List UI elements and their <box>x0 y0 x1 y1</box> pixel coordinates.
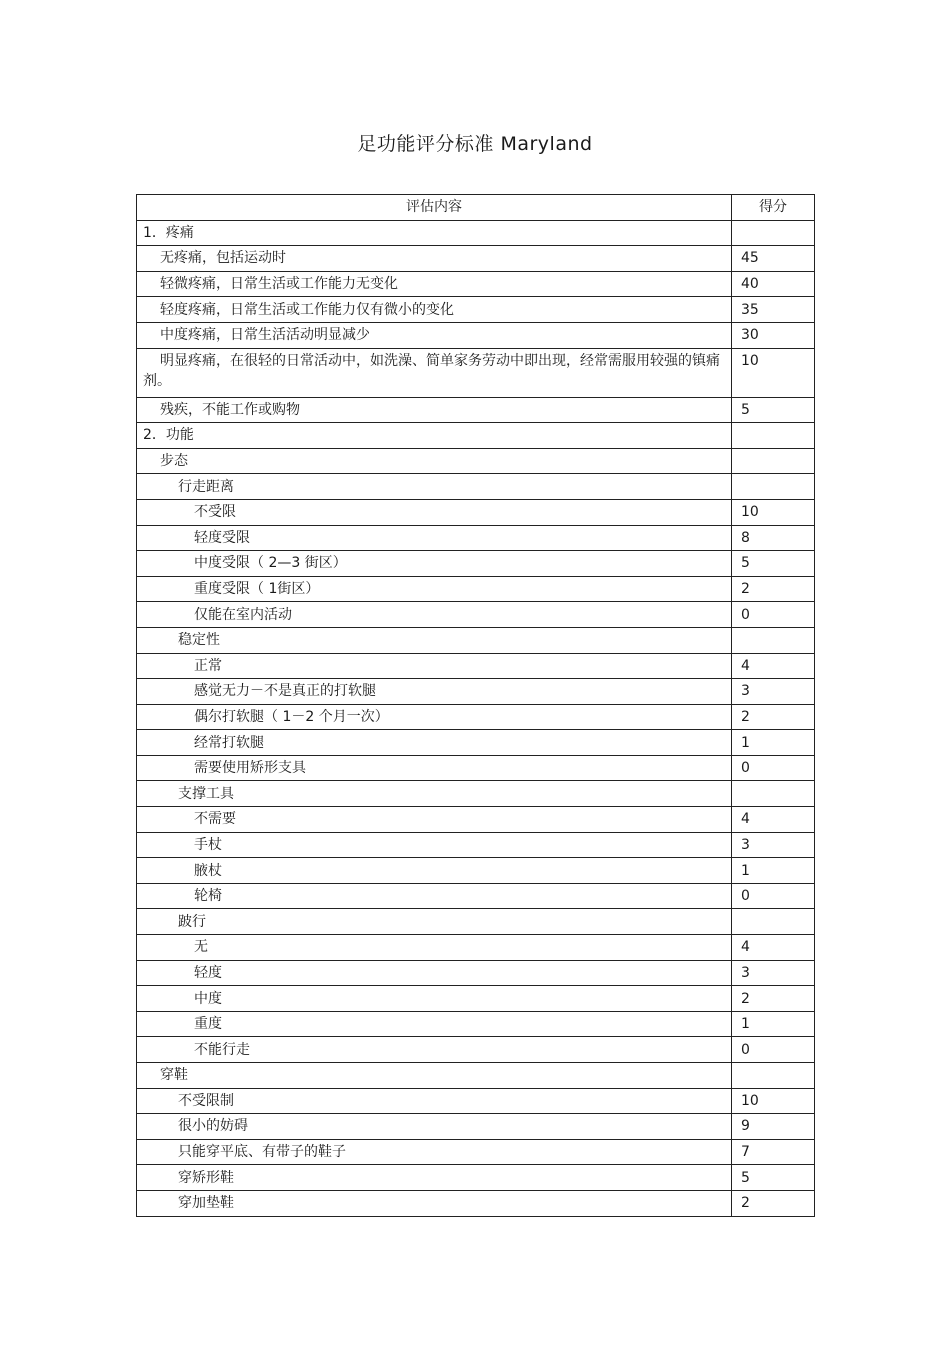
row-score: 0 <box>732 1037 815 1063</box>
row-score: 7 <box>732 1139 815 1165</box>
row-score <box>732 1063 815 1089</box>
row-score: 10 <box>732 1088 815 1114</box>
table-row <box>137 397 815 423</box>
table-row <box>137 1011 815 1037</box>
row-item: 轻微疼痛，日常生活或工作能力无变化 <box>137 271 732 297</box>
row-item: 轻度受限 <box>137 525 732 551</box>
row-score: 1 <box>732 1011 815 1037</box>
row-score: 9 <box>732 1114 815 1140</box>
row-score: 8 <box>732 525 815 551</box>
row-item: 跛行 <box>137 909 732 935</box>
table-row <box>137 271 815 297</box>
row-score: 4 <box>732 935 815 961</box>
table-row <box>137 960 815 986</box>
row-score: 4 <box>732 653 815 679</box>
table-row <box>137 499 815 525</box>
row-item: 不能行走 <box>137 1037 732 1063</box>
row-item: 经常打软腿 <box>137 730 732 756</box>
row-item: 1．疼痛 <box>137 220 732 246</box>
row-item: 步态 <box>137 448 732 474</box>
row-score <box>732 423 815 449</box>
row-item: 不受限制 <box>137 1088 732 1114</box>
row-item: 无 <box>137 935 732 961</box>
table-row <box>137 807 815 833</box>
table-row <box>137 246 815 272</box>
table-row <box>137 755 815 781</box>
row-score <box>732 448 815 474</box>
row-item: 支撑工具 <box>137 781 732 807</box>
table-row <box>137 1088 815 1114</box>
row-score: 0 <box>732 883 815 909</box>
row-item: 中度疼痛，日常生活活动明显减少 <box>137 322 732 348</box>
table-row <box>137 525 815 551</box>
table-row <box>137 322 815 348</box>
row-item: 不受限 <box>137 499 732 525</box>
row-score: 5 <box>732 397 815 423</box>
row-item: 轻度疼痛，日常生活或工作能力仅有微小的变化 <box>137 297 732 323</box>
table-row <box>137 832 815 858</box>
row-score: 40 <box>732 271 815 297</box>
row-item: 重度受限（ 1街区） <box>137 576 732 602</box>
row-item: 手杖 <box>137 832 732 858</box>
score-table <box>136 194 815 1217</box>
header-score: 得分 <box>732 195 815 221</box>
row-score: 3 <box>732 960 815 986</box>
table-row <box>137 220 815 246</box>
table-row <box>137 781 815 807</box>
document-title: 足功能评分标准 Maryland <box>357 133 593 155</box>
row-item: 不需要 <box>137 807 732 833</box>
table-body <box>137 220 815 1216</box>
table-row <box>137 348 815 397</box>
table-row <box>137 1139 815 1165</box>
row-item: 重度 <box>137 1011 732 1037</box>
row-score: 2 <box>732 1190 815 1216</box>
row-score: 0 <box>732 602 815 628</box>
row-item: 穿加垫鞋 <box>137 1190 732 1216</box>
row-item: 穿鞋 <box>137 1063 732 1089</box>
row-item: 中度 <box>137 986 732 1012</box>
row-item: 穿矫形鞋 <box>137 1165 732 1191</box>
table-row <box>137 448 815 474</box>
row-score: 10 <box>732 499 815 525</box>
table-row <box>137 1063 815 1089</box>
table-row <box>137 909 815 935</box>
row-score: 2 <box>732 704 815 730</box>
table-row <box>137 986 815 1012</box>
row-score <box>732 474 815 500</box>
row-item: 轻度 <box>137 960 732 986</box>
table-row <box>137 551 815 577</box>
row-item: 无疼痛，包括运动时 <box>137 246 732 272</box>
row-score <box>732 909 815 935</box>
table-row <box>137 730 815 756</box>
row-score: 45 <box>732 246 815 272</box>
row-score: 1 <box>732 858 815 884</box>
row-item: 偶尔打软腿（ 1－2 个月一次） <box>137 704 732 730</box>
table-row <box>137 297 815 323</box>
row-item: 正常 <box>137 653 732 679</box>
header-content: 评估内容 <box>137 195 732 221</box>
row-item: 行走距离 <box>137 474 732 500</box>
table-row <box>137 627 815 653</box>
table-row <box>137 679 815 705</box>
row-score: 1 <box>732 730 815 756</box>
row-item: 仅能在室内活动 <box>137 602 732 628</box>
row-item: 明显疼痛，在很轻的日常活动中，如洗澡、简单家务劳动中即出现，经常需服用较强的镇痛剂。 <box>137 348 732 397</box>
row-item: 感觉无力－不是真正的打软腿 <box>137 679 732 705</box>
row-item: 腋杖 <box>137 858 732 884</box>
table-row <box>137 602 815 628</box>
row-score: 10 <box>732 348 815 397</box>
row-score: 30 <box>732 322 815 348</box>
table-row <box>137 1190 815 1216</box>
row-score: 2 <box>732 986 815 1012</box>
row-item: 轮椅 <box>137 883 732 909</box>
table-row <box>137 474 815 500</box>
table-header-row <box>137 195 815 221</box>
row-score: 5 <box>732 1165 815 1191</box>
row-item: 只能穿平底、有带子的鞋子 <box>137 1139 732 1165</box>
row-item: 稳定性 <box>137 627 732 653</box>
table-row <box>137 1114 815 1140</box>
row-score: 3 <box>732 832 815 858</box>
row-score <box>732 627 815 653</box>
table-row <box>137 935 815 961</box>
row-score: 0 <box>732 755 815 781</box>
row-item: 中度受限（ 2—3 街区） <box>137 551 732 577</box>
row-item: 需要使用矫形支具 <box>137 755 732 781</box>
table-row <box>137 858 815 884</box>
row-score: 4 <box>732 807 815 833</box>
table-row <box>137 1037 815 1063</box>
row-score <box>732 781 815 807</box>
row-item: 很小的妨碍 <box>137 1114 732 1140</box>
table-row <box>137 704 815 730</box>
row-score: 3 <box>732 679 815 705</box>
row-item: 2．功能 <box>137 423 732 449</box>
table-row <box>137 653 815 679</box>
row-score: 5 <box>732 551 815 577</box>
row-item: 残疾，不能工作或购物 <box>137 397 732 423</box>
table-row <box>137 423 815 449</box>
table-row <box>137 883 815 909</box>
table-row <box>137 576 815 602</box>
table-row <box>137 1165 815 1191</box>
row-score: 35 <box>732 297 815 323</box>
row-score: 2 <box>732 576 815 602</box>
row-score <box>732 220 815 246</box>
